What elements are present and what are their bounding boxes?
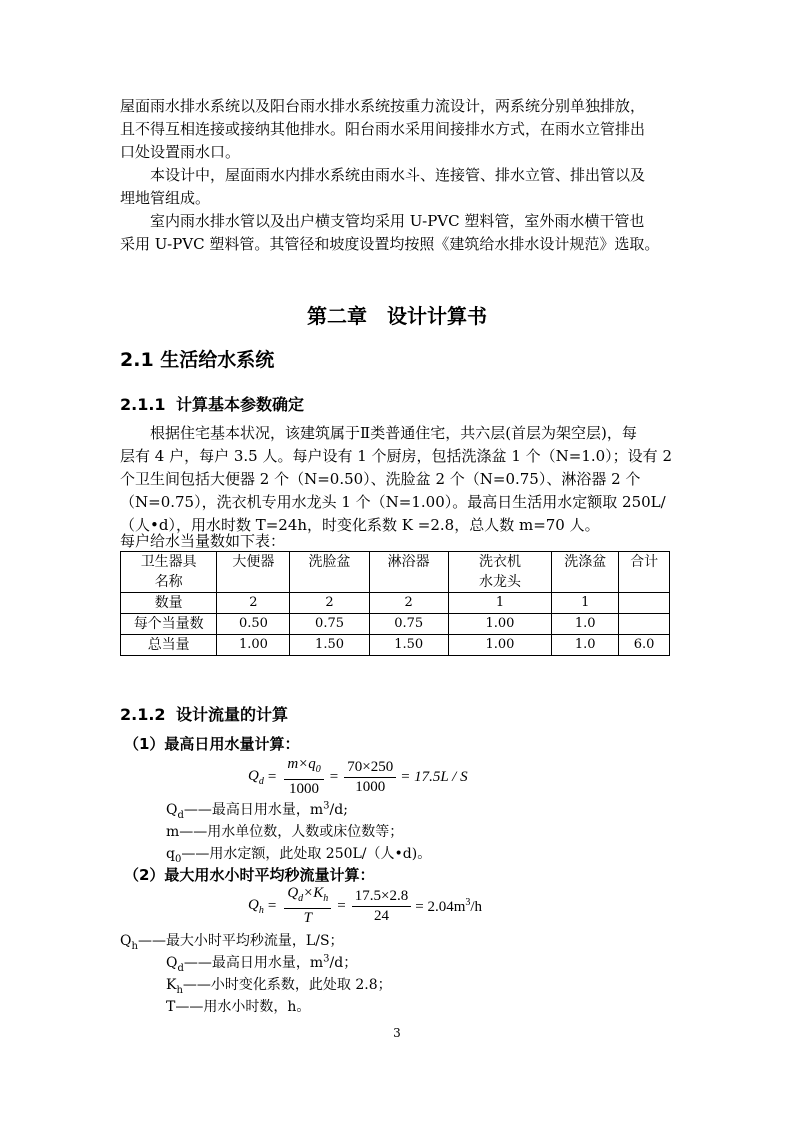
intro-paragraph bbox=[120, 95, 676, 256]
table-header-cell: 洗脸盆 bbox=[290, 552, 369, 593]
text-line: 室内雨水排水管以及出户横支管均采用 U-PVC 塑料管，室外雨水横干管也 bbox=[150, 212, 645, 230]
formula-lhs: $Q_h$ bbox=[248, 896, 264, 916]
variable-definition: m——用水单位数，人数或床位数等； bbox=[166, 824, 404, 840]
table-cell: 1.00 bbox=[448, 614, 552, 635]
subsection-number: 2.1.2 bbox=[120, 705, 166, 724]
variable-definition: $Q_h——$最大小时平均秒流量，L/S； bbox=[120, 933, 344, 952]
text-line: 口处设置雨水口。 bbox=[120, 143, 241, 161]
calc-heading: （2）最大用水小时平均秒流量计算： bbox=[124, 866, 375, 884]
equals-sign: = bbox=[329, 768, 339, 785]
formula-result: = $2.04m^3/h$ bbox=[415, 896, 483, 915]
variable-definition: $Q_d——$最高日用水量，$m^3/d$； bbox=[166, 953, 358, 974]
table-cell bbox=[619, 614, 670, 635]
variable-definition: $q_0——$用水定额，此处取 250L/（人•d)。 bbox=[166, 846, 432, 865]
formula-fraction: $\frac{17.5\times 2.8}{24}$ bbox=[352, 887, 411, 926]
variable-definition: $K_h——$小时变化系数，此处取 2.8； bbox=[166, 977, 392, 996]
max-daily-water-formula bbox=[248, 755, 468, 799]
table-cell: 6.0 bbox=[619, 635, 670, 656]
table-header-row bbox=[121, 552, 670, 593]
text-line: 本设计中，屋面雨水内排水系统由雨水斗、连接管、排水立管、排出管以及 bbox=[150, 166, 646, 184]
formula-fraction: $\frac{Q_d\times K_h}{T}$ bbox=[284, 884, 331, 928]
table-cell bbox=[619, 593, 670, 614]
table-cell: 数量 bbox=[121, 593, 217, 614]
table-header-cell: 大便器 bbox=[217, 552, 290, 593]
equals-sign: = bbox=[337, 897, 346, 914]
table-cell: 1.0 bbox=[552, 614, 619, 635]
text-line: 埋地管组成。 bbox=[120, 189, 211, 207]
table-cell: 1 bbox=[448, 593, 552, 614]
parameters-paragraph bbox=[120, 422, 676, 537]
subsection-number: 2.1.1 bbox=[120, 395, 166, 414]
table-header-cell: 合计 bbox=[619, 552, 670, 593]
table-header-cell: 洗涤盆 bbox=[552, 552, 619, 593]
subsection-title: 设计流量的计算 bbox=[176, 705, 289, 724]
text-line: 采用 U-PVC 塑料管。其管径和坡度设置均按照《建筑给水排水设计规范》选取。 bbox=[120, 235, 660, 253]
text-line: 且不得互相连接或接纳其他排水。阳台雨水采用间接排水方式，在雨水立管排出 bbox=[120, 120, 646, 138]
text-line: 层有 4 户，每户 3.5 人。每户设有 1 个厨房，包括洗涤盆 1 个（N=1.0）；设有 2 bbox=[120, 447, 672, 465]
equals-sign: = bbox=[267, 897, 277, 914]
variable-definition: T——用水小时数，h。 bbox=[166, 999, 311, 1015]
formula-lhs: $Q_d$ bbox=[248, 767, 264, 787]
subsection-heading bbox=[120, 702, 288, 725]
section-heading: 2.1 生活给水系统 bbox=[120, 349, 275, 371]
table-row bbox=[121, 635, 670, 656]
table-cell: 1.00 bbox=[217, 635, 290, 656]
table-row bbox=[121, 593, 670, 614]
table-cell: 0.75 bbox=[369, 614, 448, 635]
table-row bbox=[121, 614, 670, 635]
subsection-title: 计算基本参数确定 bbox=[176, 395, 305, 414]
table-header-cell: 卫生器具 名称 bbox=[121, 552, 217, 593]
chapter-title: 第二章 设计计算书 bbox=[307, 304, 487, 328]
table-header-cell: 洗衣机 水龙头 bbox=[448, 552, 552, 593]
equals-sign: = bbox=[267, 768, 277, 785]
formula-fraction: $\frac{m\times q_0}{1000}$ bbox=[284, 755, 323, 799]
table-cell: 1.50 bbox=[290, 635, 369, 656]
text-line: 根据住宅基本状况，该建筑属于Ⅱ类普通住宅，共六层(首层为架空层)，每 bbox=[150, 424, 637, 442]
formula-result: = 17.5L / S bbox=[400, 768, 468, 785]
variable-definition: $Q_d——$最高日用水量，$m^3/d$; bbox=[166, 800, 348, 821]
formula-fraction: $\frac{70\times 250}{1000}$ bbox=[344, 758, 396, 797]
table-cell: 0.50 bbox=[217, 614, 290, 635]
table-cell: 2 bbox=[369, 593, 448, 614]
table-cell: 1.50 bbox=[369, 635, 448, 656]
hourly-flow-formula bbox=[248, 884, 482, 928]
text-line: 屋面雨水排水系统以及阳台雨水排水系统按重力流设计，两系统分别单独排放， bbox=[120, 97, 646, 115]
table-cell: 总当量 bbox=[121, 635, 217, 656]
text-line: （人•d），用水时数 T=24h，时变化系数 K =2.8，总人数 m=70 人。 bbox=[120, 516, 600, 534]
text-line: 个卫生间包括大便器 2 个（N=0.50）、洗脸盆 2 个（N=0.75）、淋浴器 2 个 bbox=[120, 470, 641, 488]
table-caption: 每户给水当量数如下表： bbox=[120, 532, 286, 550]
fixture-equivalent-table bbox=[120, 551, 670, 656]
table-cell: 2 bbox=[217, 593, 290, 614]
table-cell: 0.75 bbox=[290, 614, 369, 635]
table-header-cell: 淋浴器 bbox=[369, 552, 448, 593]
subsection-heading bbox=[120, 392, 304, 415]
table-cell: 1 bbox=[552, 593, 619, 614]
text-line: （N=0.75），洗衣机专用水龙头 1 个（N=1.00）。最高日生活用水定额取 250L/ bbox=[120, 493, 666, 511]
table-cell: 2 bbox=[290, 593, 369, 614]
calc-heading: （1）最高日用水量计算： bbox=[124, 735, 300, 753]
page-number: 3 bbox=[393, 1026, 401, 1040]
table-cell: 1.00 bbox=[448, 635, 552, 656]
table-cell: 每个当量数 bbox=[121, 614, 217, 635]
table-cell: 1.0 bbox=[552, 635, 619, 656]
